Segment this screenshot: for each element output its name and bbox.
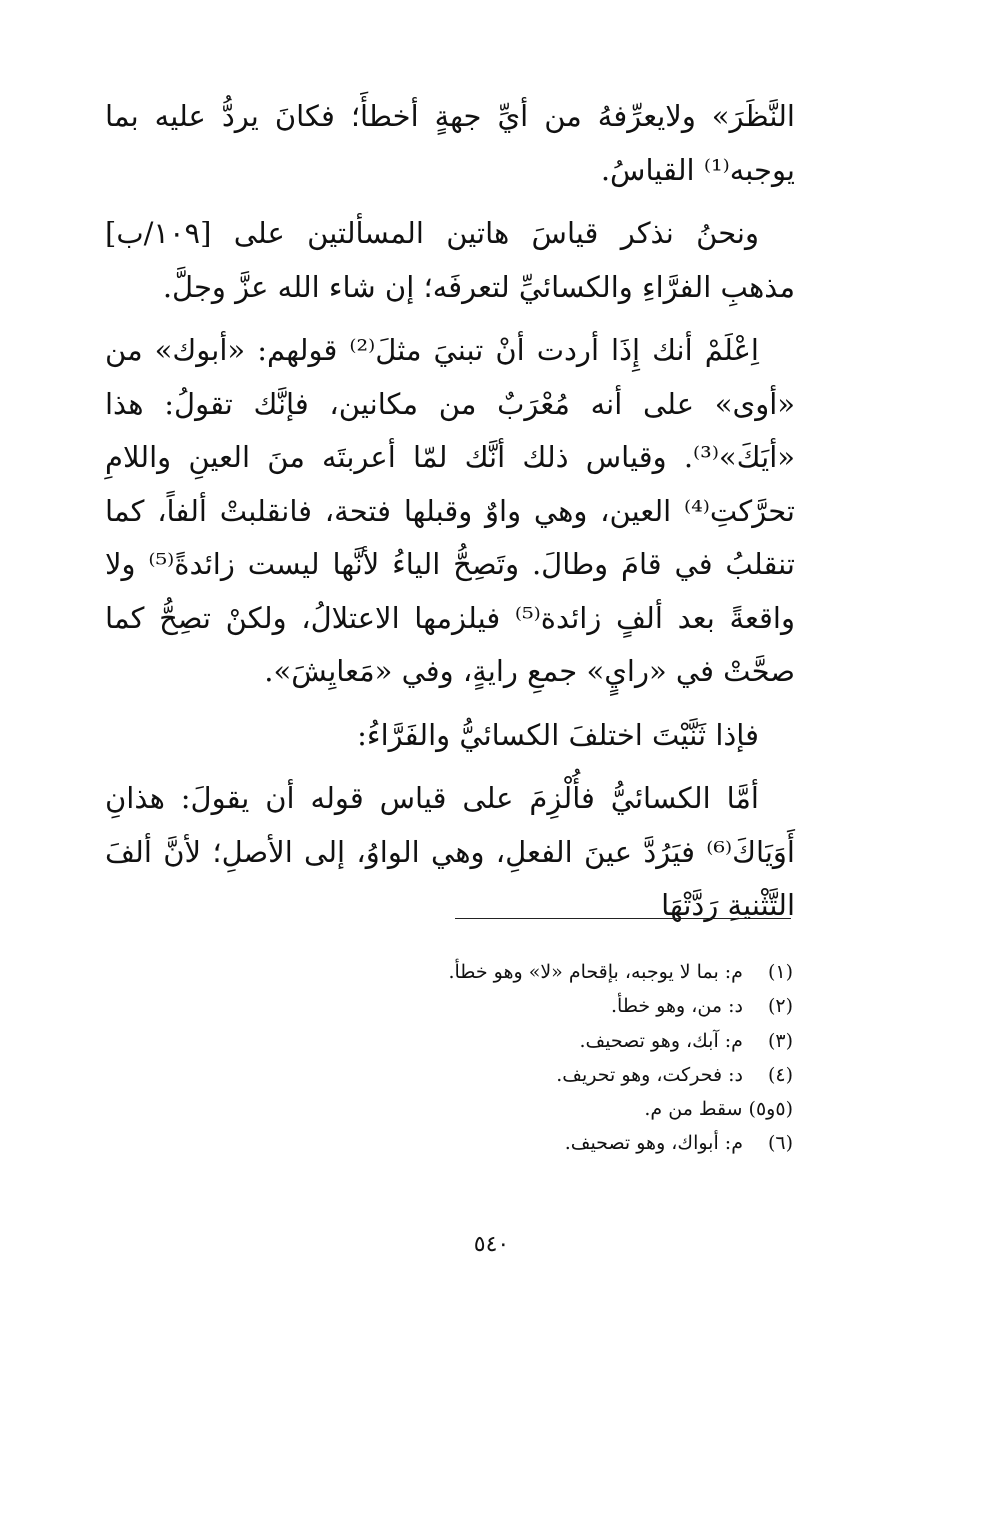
paragraph-4: فإذا ثَنَّيْتَ اختلفَ الكسائيُّ والفَرَّاءُ: — [357, 717, 759, 752]
footnote-number: (٢) — [767, 995, 793, 1018]
footnote-text: م: أبواك، وهو تصحيف. — [564, 1132, 743, 1155]
footnote-2 — [233, 989, 793, 1023]
footnote-text: م: بما لا يوجبه، بإقحام «لا» وهو خطأ. — [448, 961, 743, 983]
paragraph-1: النَّظَرَ» ولايعرِّفهُ من أيِّ جهةٍ أخطأَ؛ فكانَ يردُّ عليه بما يوجبه⁽¹⁾ القياسُ. — [105, 99, 795, 187]
page-number: ٥٤٠ — [473, 1232, 510, 1257]
footnote-4 — [233, 1058, 793, 1092]
footnote-6 — [233, 1126, 793, 1160]
footnote-1 — [233, 955, 793, 989]
paragraph-5: أمَّا الكسائيُّ فأُلْزِمَ على قياس قوله أن يقولَ: هذانِ أَوَيَاكَ⁽⁶⁾ فيَرُدَّ عينَ الفعلِ، وهي الواوُ، إلى الأصلِ؛ لأنَّ ألفَ التَّثْنيةِ رَدَّتْهَا — [105, 781, 795, 922]
paragraph-3: اِعْلَمْ أنك إِذَا أردت أنْ تبنيَ مثلَ⁽²⁾ قولهم: «أبوك» من «أوى» على أنه مُعْرَبٌ من مكانين، فإنَّك تقولُ: هذا «أيَكَ»⁽³⁾. وقياس ذلك أنَّك لمّا أعربتَه منَ العينِ واللامِ تحرَّكتِ⁽⁴⁾ العين، وهي واوٌ وقبلها فتحة، فانقلبتْ ألفاً، كما تنقلبُ في قامَ وطالَ. وتَصِحُّ الياءُ لأنَّها ليست زائدةً⁽⁵⁾ ولا واقعةً بعد ألفٍ زائدة⁽⁵⁾ فيلزمها الاعتلالُ، ولكنْ تصِحُّ كما صحَّتْ في «رايٍ» جمعِ رايةٍ، وفي «مَعايِشَ». — [105, 333, 795, 688]
footnote-number: (٥و٥) — [748, 1098, 793, 1121]
footnote-number: (٣) — [767, 1029, 793, 1052]
footnote-3 — [233, 1024, 793, 1058]
paragraph-2: ونحنُ نذكر قياسَ هاتين المسألتين على [١٠٩/ب] مذهبِ الفرَّاءِ والكسائيِّ لتعرفَه؛ إن شاء الله عزَّ وجلَّ. — [105, 216, 795, 304]
footnote-text: م: آبك، وهو تصحيف. — [579, 1029, 743, 1052]
footnote-text: د: من، وهو خطأ. — [611, 995, 743, 1018]
footnote-5 — [233, 1092, 793, 1126]
footnote-divider — [455, 918, 791, 919]
main-text — [105, 90, 795, 933]
footnote-text: سقط من م. — [644, 1098, 743, 1121]
footnotes — [233, 955, 793, 1161]
footnote-number: (٤) — [767, 1063, 793, 1086]
footnote-text: د: فحركت، وهو تحريف. — [556, 1063, 743, 1086]
footnote-number: (١) — [767, 961, 793, 983]
footnote-number: (٦) — [767, 1132, 793, 1155]
